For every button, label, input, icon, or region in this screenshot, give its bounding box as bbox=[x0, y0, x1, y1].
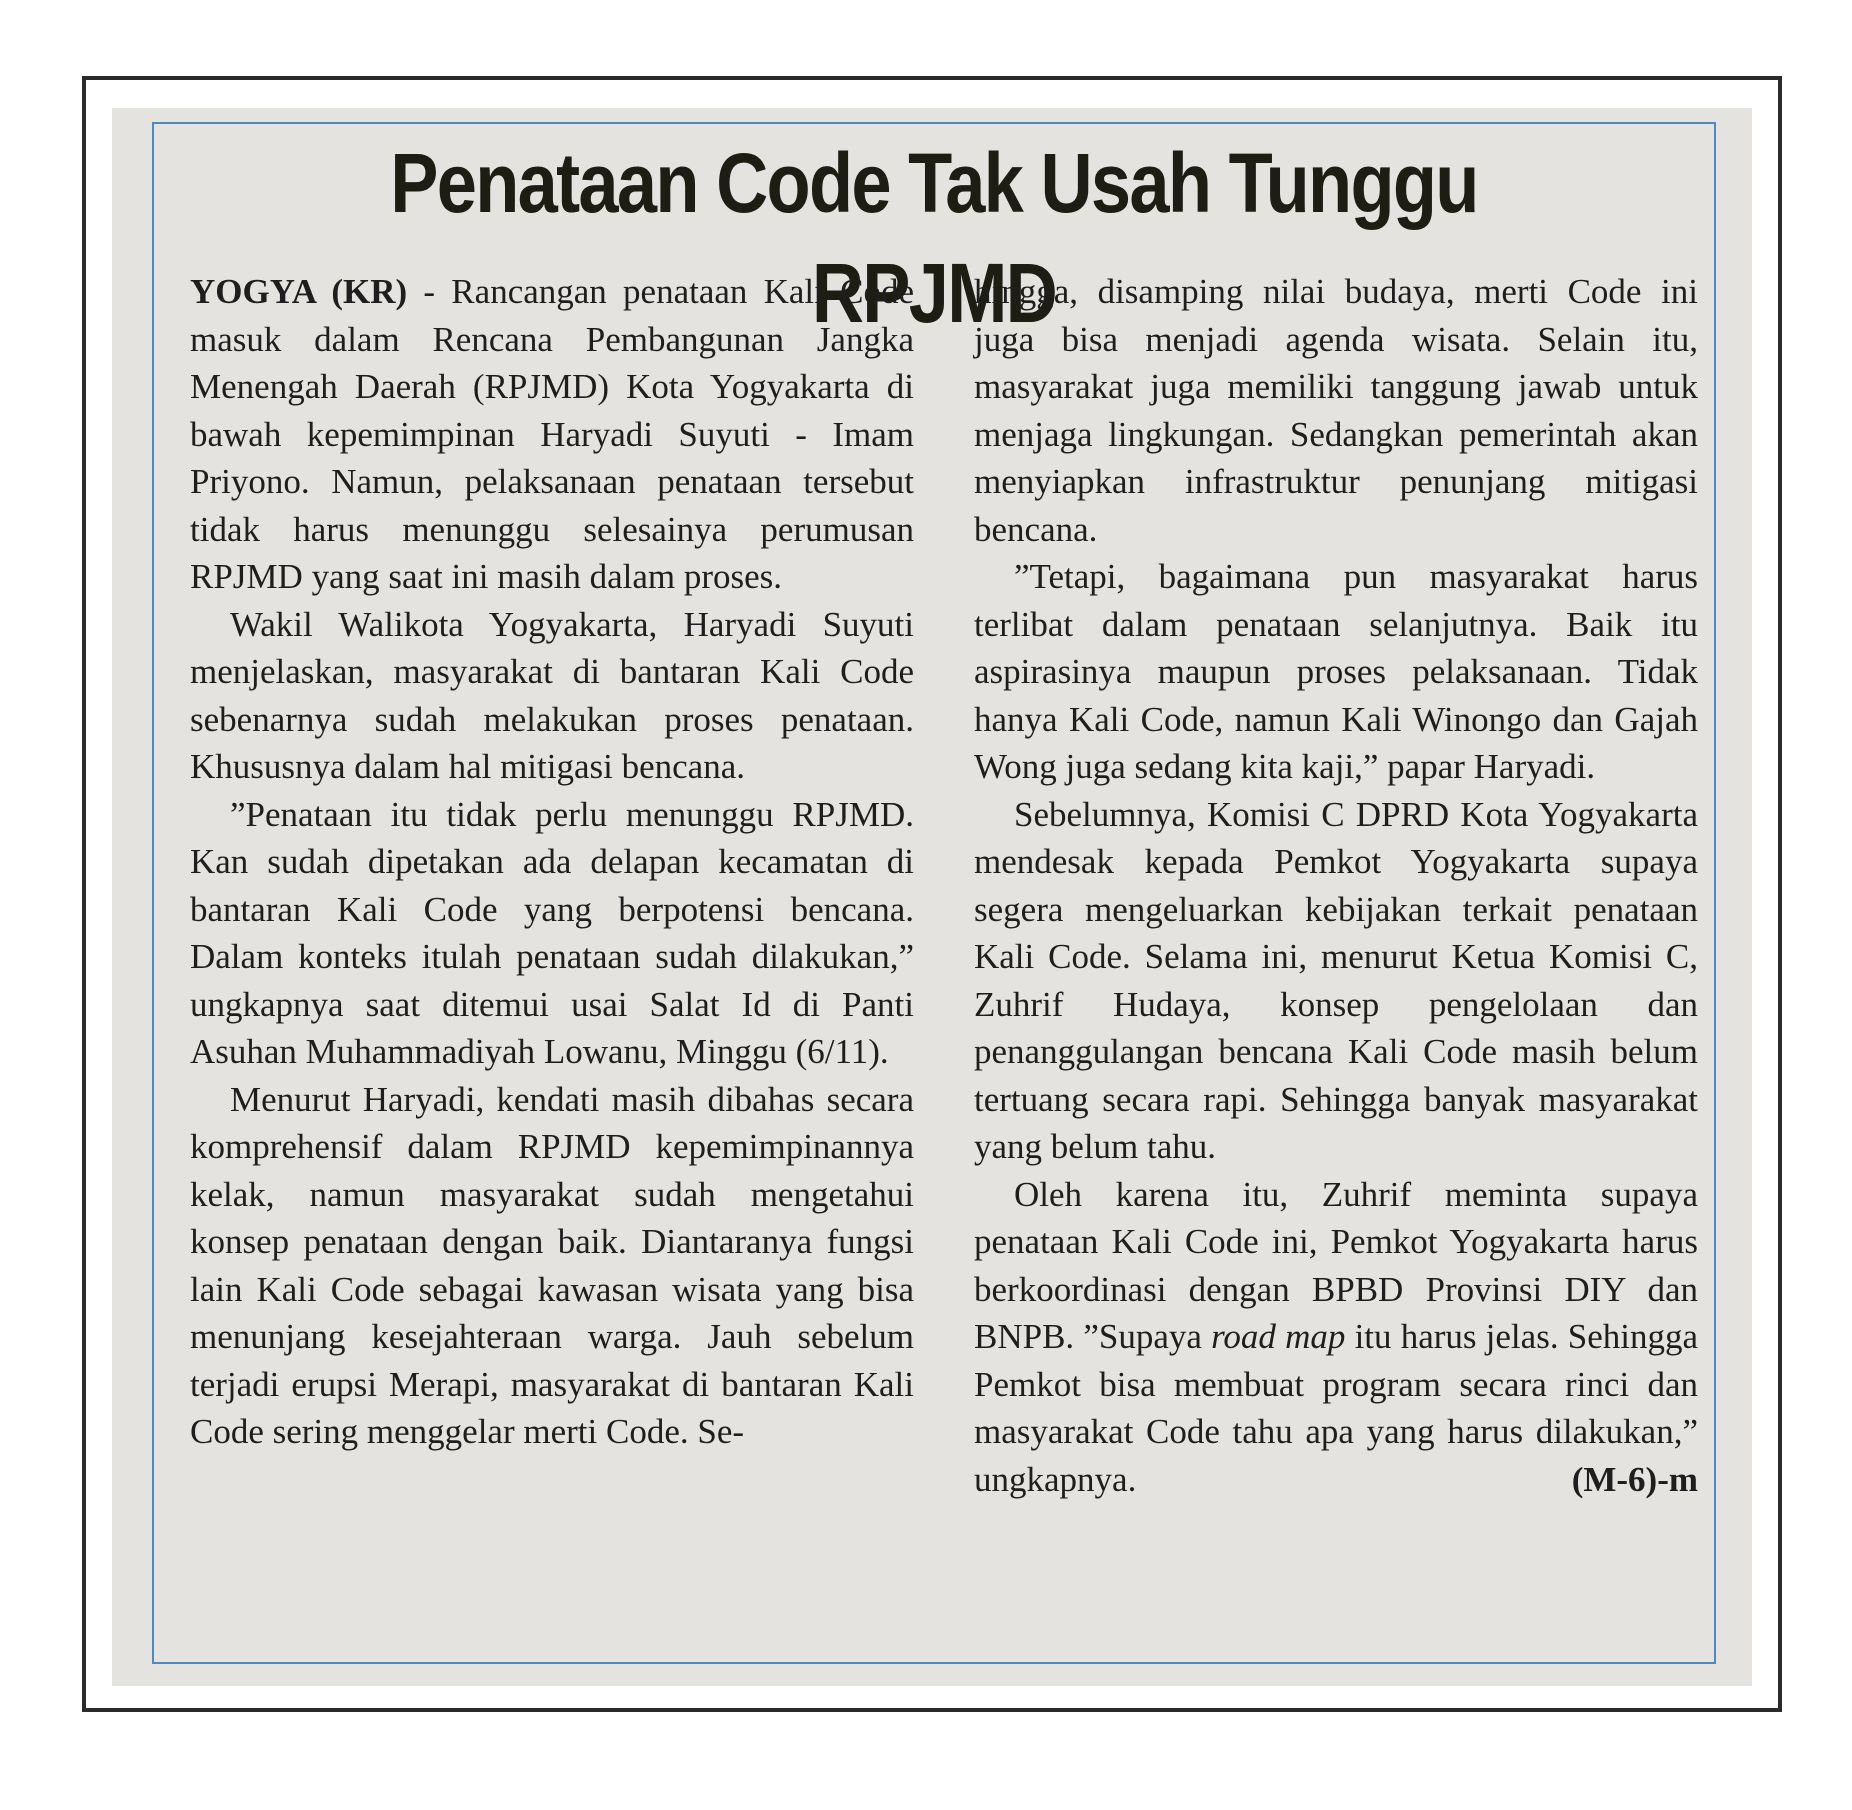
paragraph-4: Menurut Haryadi, kendati masih dibahas secara komprehensif dalam RPJMD kepemimpinannya kelak, namun masyarakat sudah mengetahui konsep penataan dengan baik. Diantaranya fungsi lain Kali Code sebagai kawasan wisata yang bisa menunjang kesejahteraan warga. Jauh sebelum terjadi erupsi Merapi, masyarakat di bantaran Kali Code sering menggelar merti Code. Se- bbox=[190, 1079, 914, 1451]
article-column-right bbox=[974, 268, 1698, 1503]
paragraph-8-text-b: itu harus jelas. Sehingga Pemkot bisa membuat program secara rinci dan masyarakat Code tahu apa yang harus dilakukan,” ungkapnya. bbox=[974, 1317, 1699, 1499]
paragraph-6: ”Tetapi, bagaimana pun masyarakat harus terlibat dalam penataan selanjutnya. Baik itu aspirasinya maupun proses pelaksanaan. Tidak hanya Kali Code, namun Kali Winongo dan Gajah Wong juga sedang kita kaji,” papar Haryadi. bbox=[974, 557, 1698, 786]
author-byline: (M-6)-m bbox=[1571, 1459, 1698, 1499]
paragraph-1 bbox=[190, 268, 914, 601]
paragraph-7: Sebelumnya, Komisi C DPRD Kota Yogyakarta mendesak kepada Pemkot Yogyakarta supaya segera mengeluarkan kebijakan terkait penataan Kali Code. Selama ini, menurut Ketua Komisi C, Zuhrif Hudaya, konsep pengelolaan dan penanggulangan bencana Kali Code masih belum tertuang secara rapi. Sehingga banyak masyarakat yang belum tahu. bbox=[974, 794, 1698, 1166]
paragraph-8-italic: road map bbox=[1211, 1317, 1346, 1356]
paragraph-2: Wakil Walikota Yogyakarta, Haryadi Suyuti menjelaskan, masyarakat di bantaran Kali Code sebenarnya sudah melakukan proses penataan. Khususnya dalam hal mitigasi bencana. bbox=[190, 604, 914, 786]
article-headline: Penataan Code Tak Usah Tunggu RPJMD bbox=[390, 136, 1478, 340]
paragraph-8-text-a: Oleh karena itu, Zuhrif meminta supaya penataan Kali Code ini, Pemkot Yogyakarta harus berkoordinasi dengan BPBD Provinsi DIY dan BNPB. ”Supaya bbox=[974, 1174, 1698, 1356]
dateline: YOGYA (KR) bbox=[190, 272, 408, 311]
paragraph-3: ”Penataan itu tidak perlu menunggu RPJMD. Kan sudah dipetakan ada delapan kecamatan di bantaran Kali Code yang berpotensi bencana. Dalam konteks itulah penataan sudah dilakukan,” ungkapnya saat ditemui usai Salat Id di Panti Asuhan Muhammadiyah Lowanu, Minggu (6/11). bbox=[190, 794, 914, 1071]
paragraph-8 bbox=[974, 1171, 1698, 1504]
article-column-left bbox=[190, 268, 914, 1456]
paragraph-5: hingga, disamping nilai budaya, merti Code ini juga bisa menjadi agenda wisata. Selain itu, masyarakat juga memiliki tanggung jawab untuk menjaga lingkungan. Sedangkan pemerintah akan menyiapkan infrastruktur penunjang mitigasi bencana. bbox=[974, 272, 1698, 549]
paragraph-1-text: - Rancangan penataan Kali Code masuk dalam Rencana Pembangunan Jangka Menengah Daerah (RPJMD) Kota Yogyakarta di bawah kepemimpinan Haryadi Suyuti - Imam Priyono. Namun, pelaksanaan penataan tersebut tidak harus menunggu selesainya perumusan RPJMD yang saat ini masih dalam proses. bbox=[190, 272, 914, 596]
